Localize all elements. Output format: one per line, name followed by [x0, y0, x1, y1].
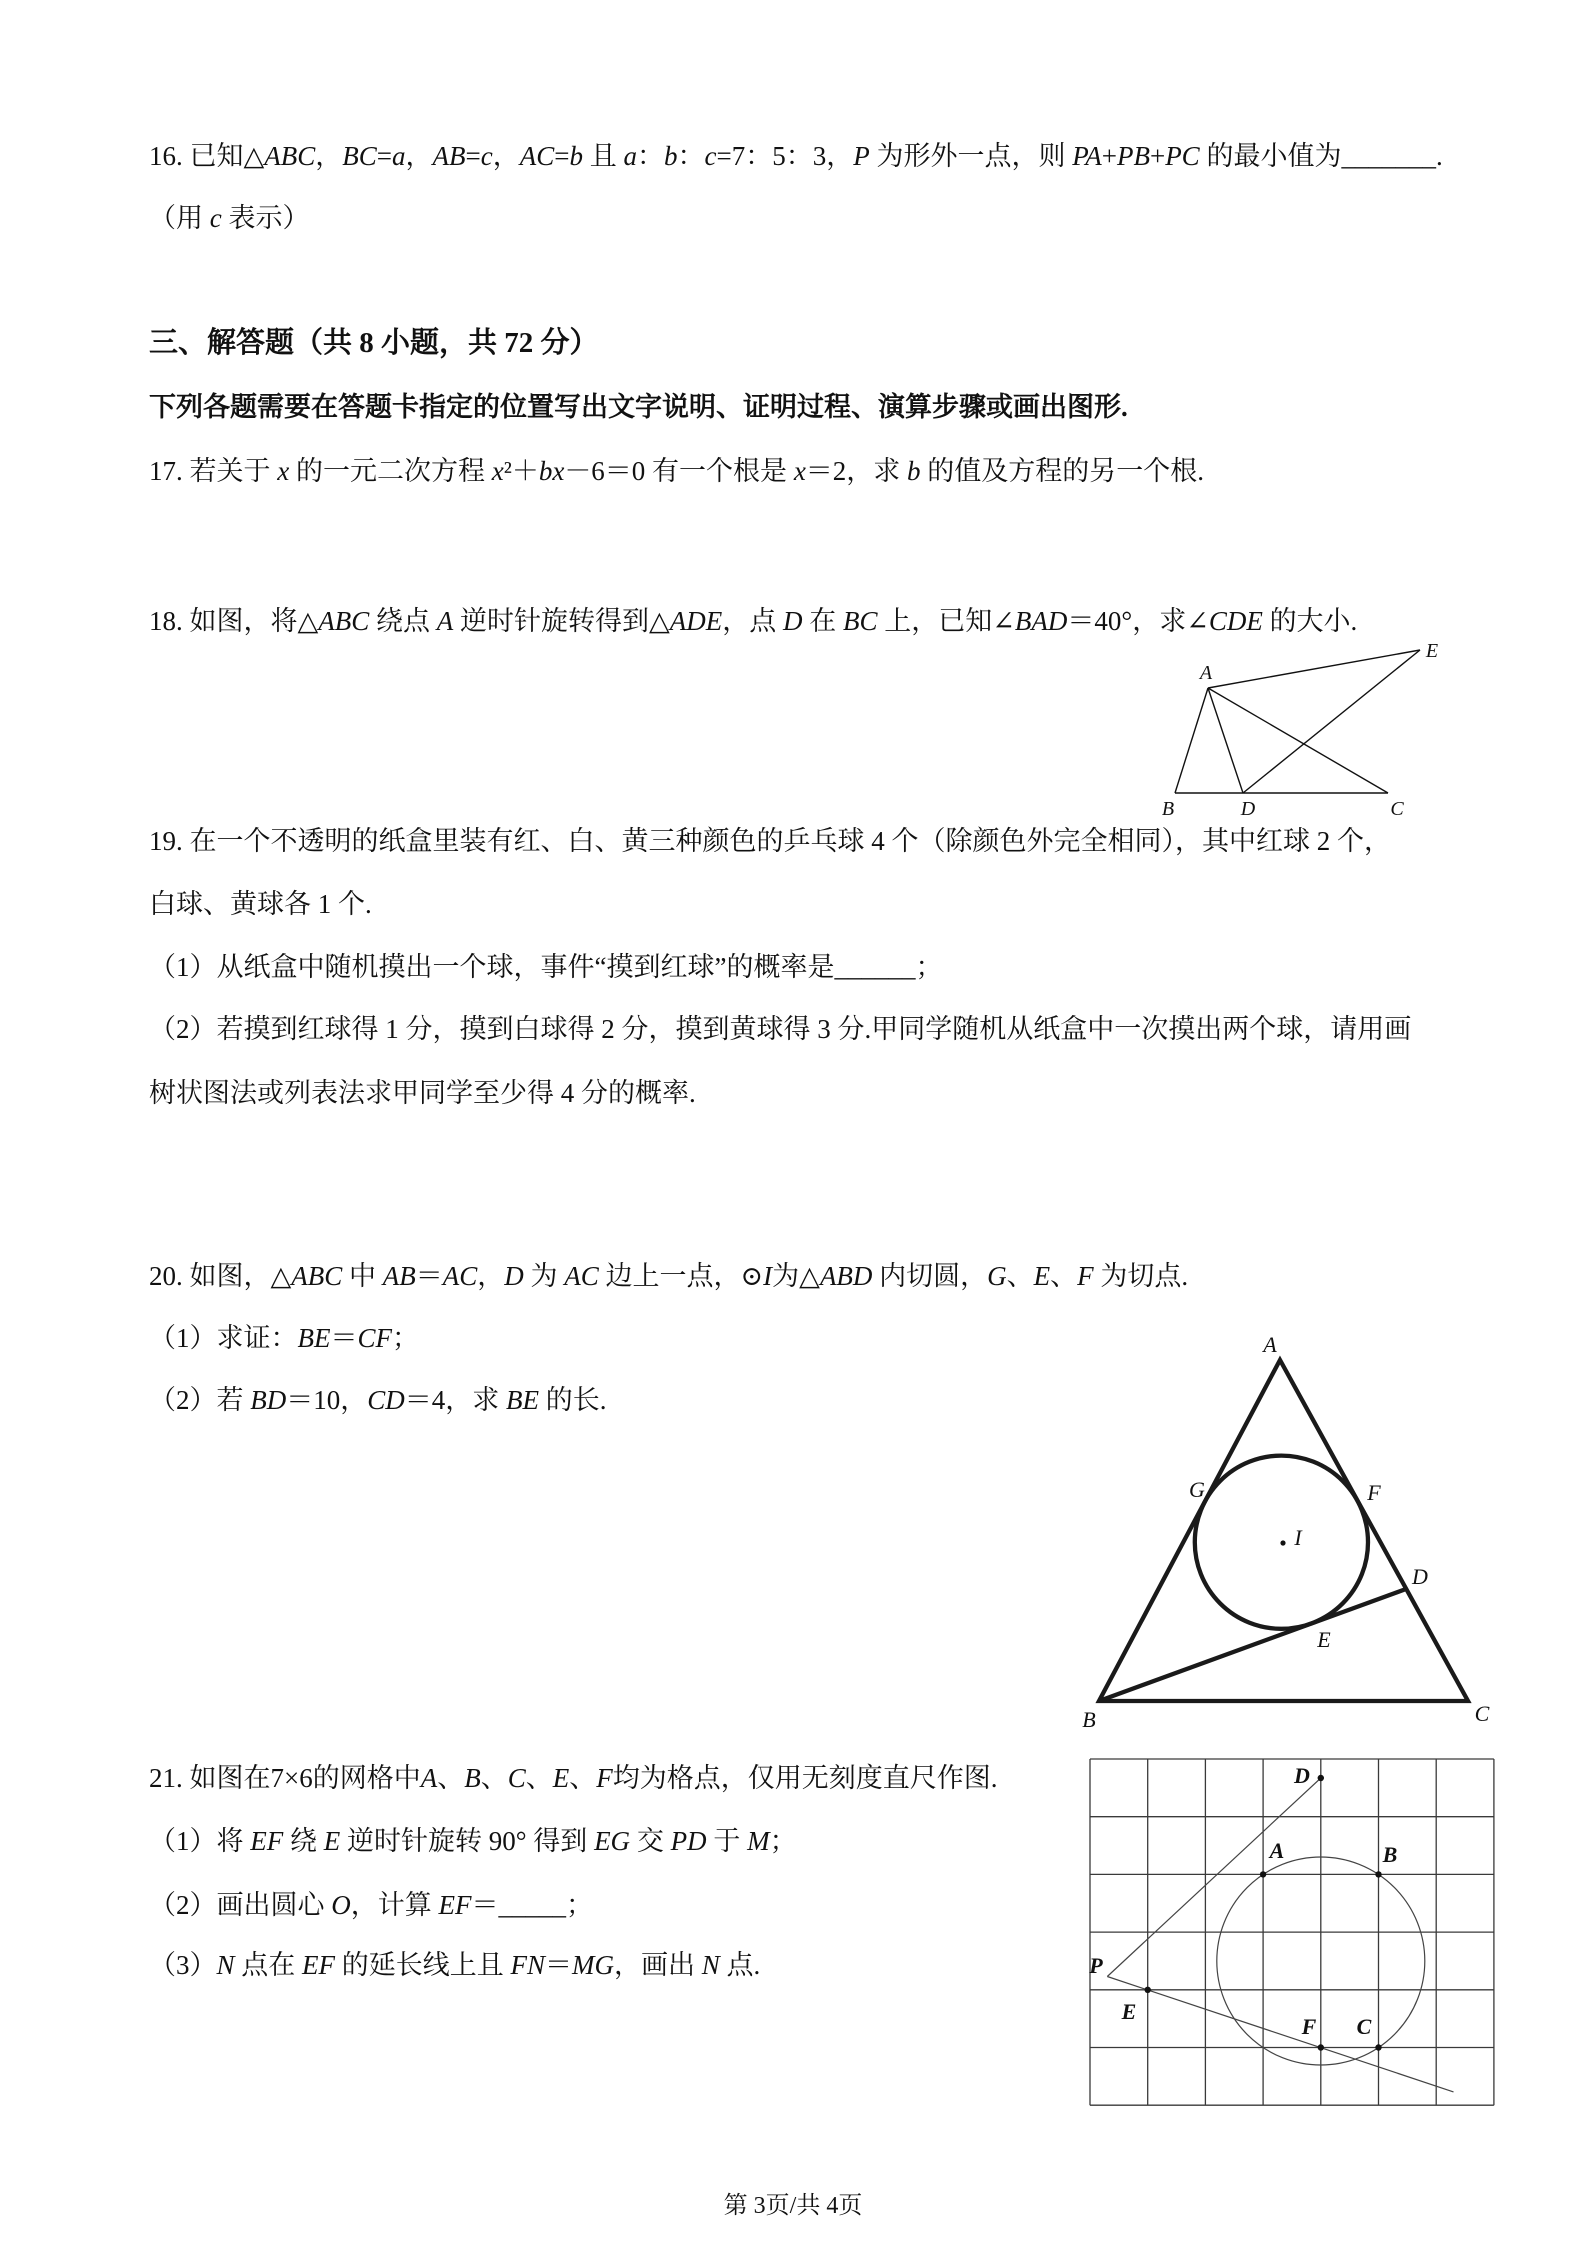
math-variable: BC	[843, 606, 878, 636]
math-variable: c	[480, 141, 493, 171]
text-run: （3）	[149, 1950, 217, 1980]
text-run: 逆时针旋转得到△	[453, 606, 670, 636]
math-variable: BE	[506, 1385, 540, 1415]
math-variable: AC	[519, 141, 555, 171]
question-21-grid-figure	[1080, 1749, 1510, 2119]
center-point-i	[1280, 1540, 1285, 1545]
question-20-part1	[149, 1319, 419, 1357]
math-variable: b	[907, 456, 921, 486]
math-variable: x	[277, 456, 290, 486]
text-run: 绕点	[369, 606, 437, 636]
math-variable: N	[216, 1950, 235, 1980]
math-variable: x	[793, 456, 806, 486]
math-variable: PB	[1116, 141, 1150, 171]
text-run: 、	[525, 1763, 553, 1793]
text-run: 内切圆，	[872, 1261, 988, 1291]
math-variable: bx	[538, 456, 565, 486]
text-run: 在	[802, 606, 844, 636]
text-run: 边上一点，⊙	[598, 1261, 764, 1291]
text-run: ，	[315, 141, 343, 171]
text-run: （1）将	[149, 1826, 251, 1856]
math-variable: A	[436, 606, 454, 636]
text-run: ＝2，求	[805, 456, 908, 486]
text-run: （1）求证：	[149, 1323, 298, 1353]
text-run: =	[554, 141, 570, 171]
math-variable: ABD	[819, 1261, 873, 1291]
text-run: ＝_____；	[471, 1890, 593, 1920]
math-variable: b	[663, 141, 678, 171]
math-variable: D	[504, 1261, 524, 1291]
text-run: 、	[1006, 1261, 1034, 1291]
text-run: 为	[523, 1261, 565, 1291]
math-variable: BE	[297, 1323, 331, 1353]
point-label-c: C	[1356, 2014, 1372, 2039]
text-run: 点.	[719, 1950, 761, 1980]
text-run: 均为格点，仅用无刻度直尺作图.	[612, 1763, 998, 1793]
text-run: ，点	[722, 606, 784, 636]
math-variable: ABC	[318, 606, 370, 636]
text-run: 于	[706, 1826, 748, 1856]
segment-ab	[1175, 688, 1208, 793]
text-run: ，	[492, 141, 520, 171]
text-run: 为△	[772, 1261, 820, 1291]
text-run: ＝4，求	[404, 1385, 507, 1415]
text-run: 中	[342, 1261, 383, 1291]
question-21-part3	[149, 1946, 760, 1984]
text-run: （用	[149, 203, 210, 233]
text-run: 的长.	[539, 1385, 607, 1415]
text-run: 的大小.	[1262, 606, 1358, 636]
text-run: －6＝0 有一个根是	[564, 456, 794, 486]
text-run: ，计算	[350, 1890, 439, 1920]
point-d	[1318, 1775, 1324, 1781]
text-run: 、	[569, 1763, 597, 1793]
text-run: ：	[636, 141, 664, 171]
text-run: 、	[1050, 1261, 1078, 1291]
question-20-part2	[149, 1381, 607, 1419]
segment-de	[1243, 650, 1420, 793]
text-run: +	[1149, 141, 1166, 171]
math-variable: CF	[357, 1323, 393, 1353]
point-label-p: P	[1089, 1953, 1103, 1978]
question-19-part2-line1: （2）若摸到红球得 1 分，摸到白球得 2 分，摸到黄球得 3 分.甲同学随机从纸盒中一次摸出两个球，请用画	[149, 1014, 1412, 1044]
text-run: 20. 如图，△	[149, 1261, 292, 1291]
math-variable: N	[701, 1950, 720, 1980]
segment-ae	[1208, 650, 1420, 688]
math-variable: G	[987, 1261, 1007, 1291]
text-run: +	[1101, 141, 1117, 171]
math-variable: PD	[670, 1826, 707, 1856]
math-variable: ABC	[264, 141, 316, 171]
math-variable: MG	[572, 1950, 615, 1980]
tangent-label-e: E	[1317, 1627, 1331, 1652]
math-variable: c	[704, 141, 717, 171]
math-variable: I	[763, 1261, 773, 1291]
math-variable: M	[747, 1826, 770, 1856]
math-variable: FN	[510, 1950, 546, 1980]
question-21-part2	[149, 1886, 593, 1924]
text-run: 的延长线上且	[335, 1950, 511, 1980]
text-run: 的最小值为_______.	[1199, 141, 1443, 171]
math-variable: F	[1077, 1261, 1094, 1291]
point-label-d: D	[1294, 1763, 1310, 1788]
text-run: 绕	[283, 1826, 324, 1856]
question-18-figure	[1150, 630, 1450, 825]
triangle-abc	[1099, 1360, 1468, 1701]
text-run: ；	[392, 1323, 420, 1353]
text-run: 的值及方程的另一个根.	[920, 456, 1205, 486]
math-variable: BAD	[1014, 606, 1068, 636]
math-variable: ADE	[669, 606, 723, 636]
text-run: ，画出	[614, 1950, 702, 1980]
text-run: ＝10，	[286, 1385, 368, 1415]
text-run: 交	[630, 1826, 671, 1856]
text-run: 为切点.	[1093, 1261, 1189, 1291]
vertex-label-a: A	[1263, 1332, 1277, 1357]
vertex-label-b: B	[1161, 798, 1175, 820]
question-21-stem	[149, 1759, 998, 1797]
math-variable: a	[623, 141, 637, 171]
text-run: 18. 如图，将△	[149, 606, 319, 636]
vertex-label-d: D	[1412, 1564, 1428, 1589]
text-run: ，	[477, 1261, 505, 1291]
question-16-note	[149, 199, 309, 237]
text-run: ，	[405, 141, 433, 171]
point-a	[1260, 1871, 1266, 1877]
text-run: =	[465, 141, 481, 171]
text-run: 上，已知∠	[877, 606, 1015, 636]
text-run: 21. 如图在7×6的网格中	[149, 1763, 421, 1793]
math-variable: AC	[442, 1261, 478, 1291]
vertex-label-b: B	[1082, 1707, 1096, 1732]
point-label-b: B	[1382, 1842, 1398, 1867]
text-run: 且	[582, 141, 624, 171]
text-run: 为形外一点，则	[869, 141, 1073, 171]
text-run: ＝	[545, 1950, 573, 1980]
vertex-label-a: A	[1199, 662, 1213, 684]
question-19-stem-line1: 19. 在一个不透明的纸盒里装有红、白、黄三种颜色的乒乓球 4 个（除颜色外完全相同），其中红球 2 个，	[149, 826, 1391, 856]
math-variable: x	[491, 456, 504, 486]
question-16-stem	[149, 137, 1443, 175]
question-19-part2-line2: 树状图法或列表法求甲同学至少得 4 分的概率.	[149, 1078, 696, 1108]
vertex-label-e: E	[1425, 640, 1439, 662]
math-variable: ABC	[291, 1261, 343, 1291]
question-20-figure	[1070, 1320, 1510, 1740]
text-run: 表示）	[221, 203, 310, 233]
math-variable: c	[209, 203, 222, 233]
math-variable: E	[323, 1826, 341, 1856]
math-variable: CD	[367, 1385, 405, 1415]
math-variable: a	[392, 141, 406, 171]
text-run: 点在	[234, 1950, 303, 1980]
segment-ad	[1208, 688, 1243, 793]
point-label-f: F	[1301, 2014, 1317, 2039]
text-run: 、	[480, 1763, 508, 1793]
text-run: 的一元二次方程	[289, 456, 492, 486]
math-variable: D	[783, 606, 803, 636]
math-variable: EF	[438, 1890, 472, 1920]
text-run: 16. 已知△	[149, 141, 265, 171]
tangent-label-f: F	[1367, 1480, 1381, 1505]
math-variable: PC	[1165, 141, 1200, 171]
text-run: ＝40°，求∠	[1067, 606, 1209, 636]
text-run: （2）画出圆心	[149, 1890, 332, 1920]
math-variable: EF	[302, 1950, 336, 1980]
vertex-label-c: C	[1474, 1701, 1490, 1726]
line-pef	[1107, 1977, 1453, 2092]
math-variable: b	[569, 141, 583, 171]
point-f	[1318, 2044, 1324, 2050]
text-run: ＝	[330, 1323, 358, 1353]
segment-ac	[1208, 688, 1388, 793]
text-run: ＝	[415, 1261, 443, 1291]
question-17-stem	[149, 452, 1204, 490]
point-b	[1375, 1871, 1381, 1877]
question-21-part1	[149, 1822, 797, 1860]
point-c	[1375, 2044, 1381, 2050]
math-variable: AB	[432, 141, 466, 171]
point-e	[1145, 1987, 1151, 1993]
text-run: ²＋	[503, 456, 539, 486]
tangent-label-g: G	[1189, 1477, 1205, 1502]
text-run: （2）若	[149, 1385, 251, 1415]
math-variable: B	[464, 1763, 481, 1793]
text-run: ；	[769, 1826, 797, 1856]
section-instructions: 下列各题需要在答题卡指定的位置写出文字说明、证明过程、演算步骤或画出图形.	[149, 392, 1128, 422]
math-variable: P	[853, 141, 870, 171]
math-variable: AB	[382, 1261, 416, 1291]
question-20-stem	[149, 1257, 1188, 1295]
math-variable: BD	[250, 1385, 287, 1415]
page-number: 第 3页/共 4页	[723, 2193, 863, 2219]
text-run: =7：5：3，	[716, 141, 854, 171]
vertex-label-c: C	[1390, 798, 1404, 820]
math-variable: F	[596, 1763, 613, 1793]
point-label-e: E	[1121, 1999, 1137, 2024]
math-variable: CDE	[1208, 606, 1263, 636]
section-heading: 三、解答题（共 8 小题，共 72 分）	[149, 327, 599, 359]
text-run: =	[376, 141, 393, 171]
point-label-a: A	[1269, 1838, 1285, 1863]
question-19-stem-line2: 白球、黄球各 1 个.	[149, 889, 372, 919]
math-variable: E	[552, 1763, 570, 1793]
math-variable: C	[507, 1763, 526, 1793]
text-run: 逆时针旋转 90° 得到	[340, 1826, 595, 1856]
segment-bd	[1099, 1589, 1406, 1701]
math-variable: EF	[250, 1826, 284, 1856]
question-19-part1: （1）从纸盒中随机摸出一个球，事件“摸到红球”的概率是______；	[149, 952, 943, 982]
math-variable: E	[1033, 1261, 1051, 1291]
math-variable: AC	[564, 1261, 599, 1291]
ray-pd	[1107, 1778, 1321, 1977]
text-run: ：	[677, 141, 705, 171]
vertex-label-d: D	[1240, 798, 1256, 820]
text-run: 17. 若关于	[149, 456, 278, 486]
math-variable: A	[420, 1763, 438, 1793]
math-variable: O	[331, 1890, 351, 1920]
math-variable: BC	[342, 141, 377, 171]
math-variable: PA	[1072, 141, 1102, 171]
center-label-i: I	[1294, 1525, 1302, 1550]
math-variable: EG	[594, 1826, 631, 1856]
text-run: 、	[437, 1763, 465, 1793]
